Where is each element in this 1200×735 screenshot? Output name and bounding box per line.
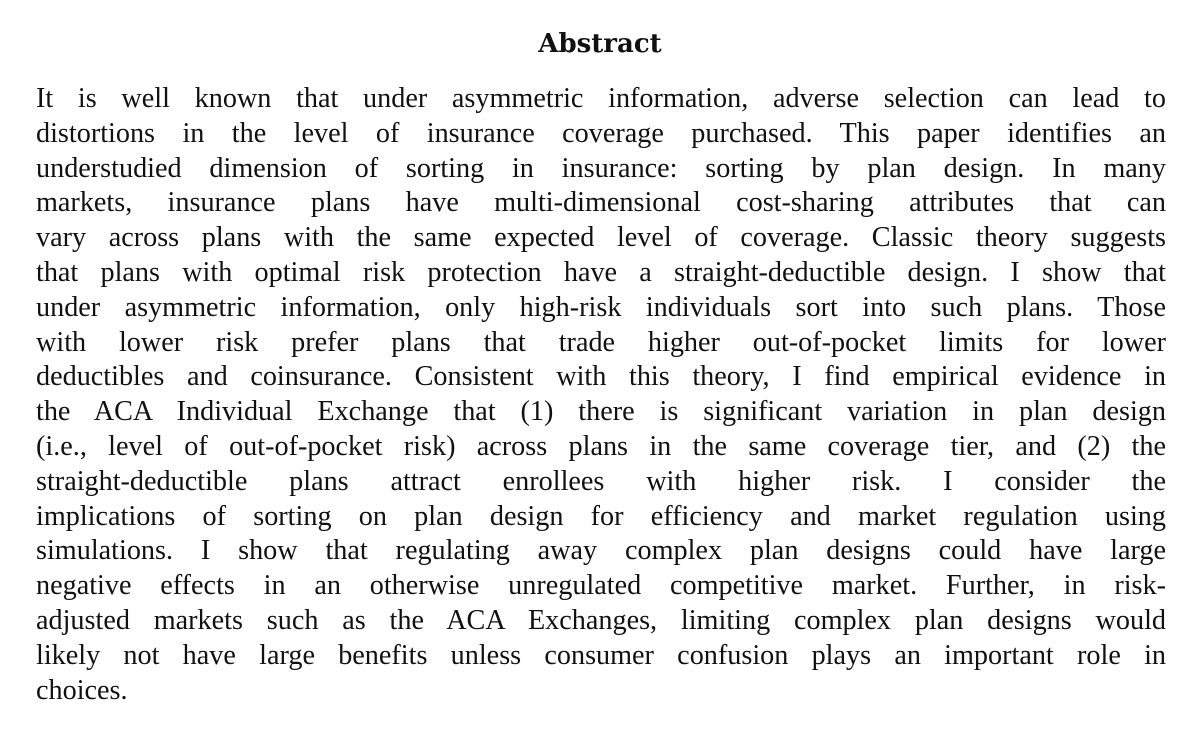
abstract-line: markets, insurance plans have multi-dimensional cost-sharing attributes that can — [36, 187, 1166, 219]
abstract-line: negative effects in an otherwise unregulated competitive market. Further, in risk- — [36, 570, 1166, 602]
abstract-line: choices. — [36, 674, 128, 706]
abstract-line: straight-deductible plans attract enrollees with higher risk. I consider the — [36, 465, 1166, 497]
abstract-line: (i.e., level of out-of-pocket risk) across plans in the same coverage tier, and (2) the — [36, 430, 1166, 462]
abstract-line: likely not have large benefits unless consumer confusion plays an important role in — [36, 639, 1166, 671]
abstract-line: understudied dimension of sorting in insurance: sorting by plan design. In many — [36, 152, 1166, 184]
abstract-line: adjusted markets such as the ACA Exchanges, limiting complex plan designs would — [36, 604, 1166, 636]
abstract-line: simulations. I show that regulating away complex plan designs could have large — [36, 535, 1166, 567]
abstract-body — [36, 82, 1166, 708]
abstract-line: vary across plans with the same expected level of coverage. Classic theory suggests — [36, 222, 1166, 254]
abstract-line: implications of sorting on plan design for efficiency and market regulation using — [36, 500, 1166, 532]
abstract-heading: Abstract — [538, 29, 662, 59]
abstract-line: It is well known that under asymmetric information, adverse selection can lead to — [36, 83, 1166, 114]
abstract-line: deductibles and coinsurance. Consistent with this theory, I find empirical evidence in — [36, 361, 1166, 393]
abstract-line: distortions in the level of insurance coverage purchased. This paper identifies an — [36, 117, 1166, 149]
abstract-line: that plans with optimal risk protection have a straight-deductible design. I show that — [36, 256, 1166, 288]
abstract-line: the ACA Individual Exchange that (1) there is significant variation in plan design — [36, 396, 1166, 428]
abstract-line: under asymmetric information, only high-risk individuals sort into such plans. Those — [36, 291, 1166, 323]
abstract-line: with lower risk prefer plans that trade higher out-of-pocket limits for lower — [36, 326, 1166, 358]
